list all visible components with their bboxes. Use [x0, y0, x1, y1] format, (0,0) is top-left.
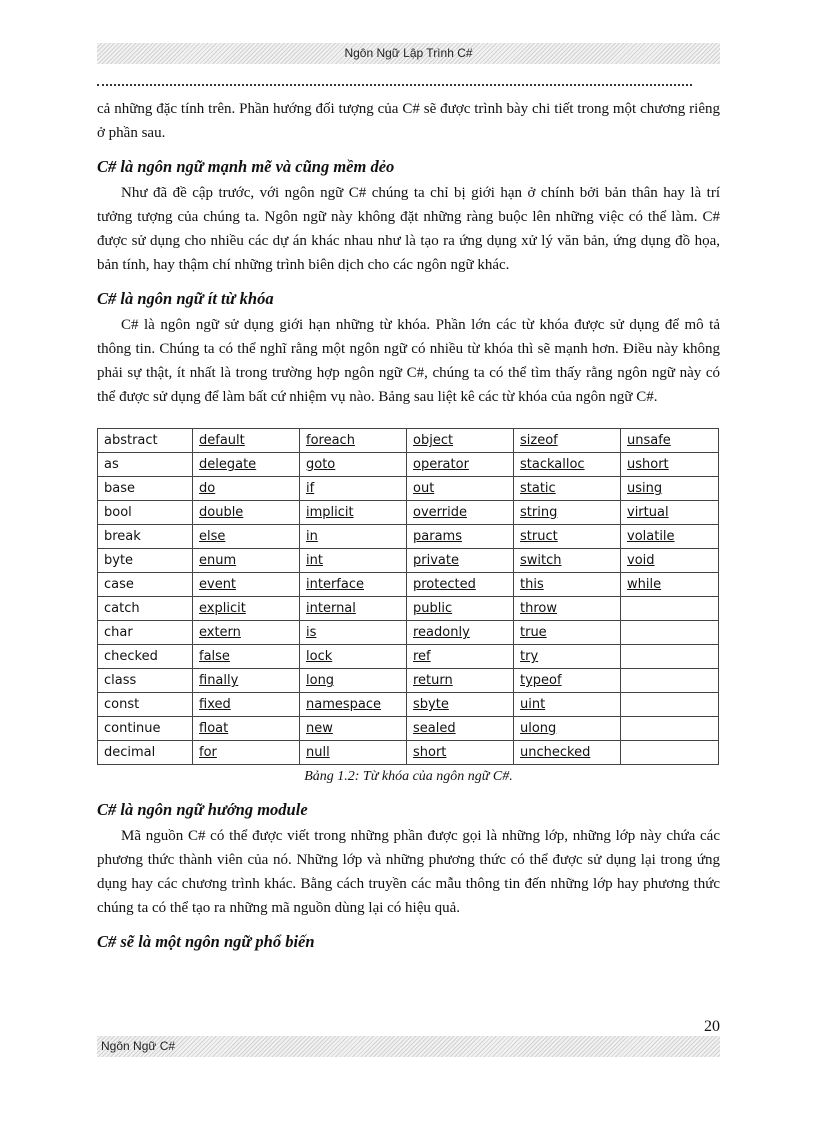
keyword-cell: true: [514, 621, 621, 645]
keyword-cell: unsafe: [621, 429, 719, 453]
keyword-cell: string: [514, 501, 621, 525]
keyword-cell: is: [300, 621, 407, 645]
keyword-cell: namespace: [300, 693, 407, 717]
keyword-cell: delegate: [193, 453, 300, 477]
keyword-table: [97, 428, 719, 765]
keyword-cell: break: [98, 525, 193, 549]
keyword-cell: private: [407, 549, 514, 573]
keyword-cell: ushort: [621, 453, 719, 477]
keyword-cell: void: [621, 549, 719, 573]
keyword-cell: float: [193, 717, 300, 741]
table-row: [98, 525, 719, 549]
keyword-cell: protected: [407, 573, 514, 597]
table-row: [98, 741, 719, 765]
keyword-table-body: [98, 429, 719, 765]
keyword-cell: [621, 741, 719, 765]
keyword-cell: byte: [98, 549, 193, 573]
keyword-cell: object: [407, 429, 514, 453]
keyword-cell: stackalloc: [514, 453, 621, 477]
keyword-cell: default: [193, 429, 300, 453]
page-number: 20: [704, 1018, 720, 1035]
keyword-cell: struct: [514, 525, 621, 549]
keyword-cell: continue: [98, 717, 193, 741]
keyword-cell: do: [193, 477, 300, 501]
keyword-cell: internal: [300, 597, 407, 621]
keyword-cell: case: [98, 573, 193, 597]
keyword-cell: using: [621, 477, 719, 501]
keyword-cell: base: [98, 477, 193, 501]
keyword-cell: null: [300, 741, 407, 765]
keyword-cell: virtual: [621, 501, 719, 525]
keyword-cell: int: [300, 549, 407, 573]
keyword-cell: long: [300, 669, 407, 693]
keyword-cell: unchecked: [514, 741, 621, 765]
table-row: [98, 477, 719, 501]
table-row: [98, 501, 719, 525]
keyword-cell: [621, 645, 719, 669]
table-row: [98, 621, 719, 645]
keyword-cell: [621, 597, 719, 621]
keyword-cell: as: [98, 453, 193, 477]
section-paragraph-powerful: Như đã đề cập trước, với ngôn ngữ C# chúng ta chỉ bị giới hạn ở chính bởi bản thân hay là trí tưởng tượng của chúng ta. Ngôn ngữ này không đặt những ràng buộc lên những việc có thể làm. C# được sử dụng cho nhiều các dự án khác nhau như là tạo ra ứng dụng xử lý văn bản, ứng dụng đồ họa, bản tính, hay thậm chí những trình biên dịch cho các ngôn ngữ khác.: [97, 185, 720, 273]
keyword-cell: new: [300, 717, 407, 741]
keyword-cell: foreach: [300, 429, 407, 453]
keyword-cell: implicit: [300, 501, 407, 525]
keyword-cell: extern: [193, 621, 300, 645]
keyword-cell: operator: [407, 453, 514, 477]
keyword-cell: [621, 669, 719, 693]
keyword-cell: event: [193, 573, 300, 597]
table-row: [98, 669, 719, 693]
section-heading-module: C# là ngôn ngữ hướng module: [97, 800, 308, 819]
keyword-cell: const: [98, 693, 193, 717]
keyword-cell: lock: [300, 645, 407, 669]
keyword-cell: switch: [514, 549, 621, 573]
page-content: [97, 97, 720, 956]
keyword-cell: return: [407, 669, 514, 693]
keyword-cell: for: [193, 741, 300, 765]
keyword-cell: interface: [300, 573, 407, 597]
table-row: [98, 645, 719, 669]
footer-title: Ngôn Ngữ C#: [101, 1039, 176, 1053]
header-divider: [97, 84, 692, 86]
keyword-cell: static: [514, 477, 621, 501]
keyword-cell: public: [407, 597, 514, 621]
keyword-cell: params: [407, 525, 514, 549]
section-heading-powerful: C# là ngôn ngữ mạnh mẽ và cũng mềm dẻo: [97, 157, 395, 176]
table-row: [98, 693, 719, 717]
section-heading-popular: C# sẽ là một ngôn ngữ phổ biến: [97, 932, 315, 951]
table-row: [98, 597, 719, 621]
keyword-cell: abstract: [98, 429, 193, 453]
keyword-cell: try: [514, 645, 621, 669]
section-heading-keywords: C# là ngôn ngữ ít từ khóa: [97, 289, 274, 308]
keyword-cell: [621, 621, 719, 645]
table-row: [98, 573, 719, 597]
table-caption: Bảng 1.2: Từ khóa của ngôn ngữ C#.: [304, 769, 513, 784]
keyword-cell: this: [514, 573, 621, 597]
keyword-cell: ref: [407, 645, 514, 669]
keyword-cell: readonly: [407, 621, 514, 645]
keyword-cell: double: [193, 501, 300, 525]
keyword-cell: uint: [514, 693, 621, 717]
keyword-cell: typeof: [514, 669, 621, 693]
keyword-cell: [621, 693, 719, 717]
keyword-cell: [621, 717, 719, 741]
keyword-cell: explicit: [193, 597, 300, 621]
keyword-cell: short: [407, 741, 514, 765]
keyword-cell: finally: [193, 669, 300, 693]
keyword-cell: goto: [300, 453, 407, 477]
section-paragraph-module: Mã nguồn C# có thể được viết trong những phần được gọi là những lớp, những lớp này chứa các phương thức thành viên của nó. Những lớp và những phương thức có thể được sử dụng lại trong ứng dụng hay các chương trình khác. Bằng cách truyền các mẫu thông tin đến những lớp hay phương thức chúng ta có thể tạo ra những mã nguồn dùng lại có hiệu quả.: [97, 828, 720, 916]
table-row: [98, 549, 719, 573]
section-paragraph-keywords: C# là ngôn ngữ sử dụng giới hạn những từ khóa. Phần lớn các từ khóa được sử dụng để mô tả thông tin. Chúng ta có thể nghĩ rằng một ngôn ngữ có nhiều từ khóa thì sẽ mạnh hơn. Điều này không phải sự thật, ít nhất là trong trường hợp ngôn ngữ C#, chúng ta có thể tìm thấy rằng ngôn ngữ này có thể được sử dụng để làm bất cứ nhiệm vụ nào. Bảng sau liệt kê các từ khóa của ngôn ngữ C#.: [97, 317, 720, 405]
keyword-cell: override: [407, 501, 514, 525]
table-row: [98, 717, 719, 741]
table-row: [98, 429, 719, 453]
keyword-cell: out: [407, 477, 514, 501]
keyword-cell: sizeof: [514, 429, 621, 453]
table-row: [98, 453, 719, 477]
keyword-cell: bool: [98, 501, 193, 525]
keyword-cell: char: [98, 621, 193, 645]
keyword-cell: sbyte: [407, 693, 514, 717]
keyword-cell: class: [98, 669, 193, 693]
running-header: [97, 43, 720, 64]
keyword-cell: throw: [514, 597, 621, 621]
keyword-cell: volatile: [621, 525, 719, 549]
keyword-cell: checked: [98, 645, 193, 669]
keyword-cell: catch: [98, 597, 193, 621]
header-title: Ngôn Ngữ Lập Trình C#: [344, 46, 473, 60]
keyword-cell: fixed: [193, 693, 300, 717]
keyword-cell: in: [300, 525, 407, 549]
keyword-cell: ulong: [514, 717, 621, 741]
keyword-cell: false: [193, 645, 300, 669]
keyword-cell: decimal: [98, 741, 193, 765]
intro-paragraph: cả những đặc tính trên. Phần hướng đối tượng của C# sẽ được trình bày chi tiết trong một chương riêng ở phần sau.: [97, 101, 720, 141]
keyword-cell: if: [300, 477, 407, 501]
keyword-cell: while: [621, 573, 719, 597]
keyword-cell: enum: [193, 549, 300, 573]
keyword-cell: else: [193, 525, 300, 549]
keyword-cell: sealed: [407, 717, 514, 741]
running-footer: [97, 1036, 720, 1057]
